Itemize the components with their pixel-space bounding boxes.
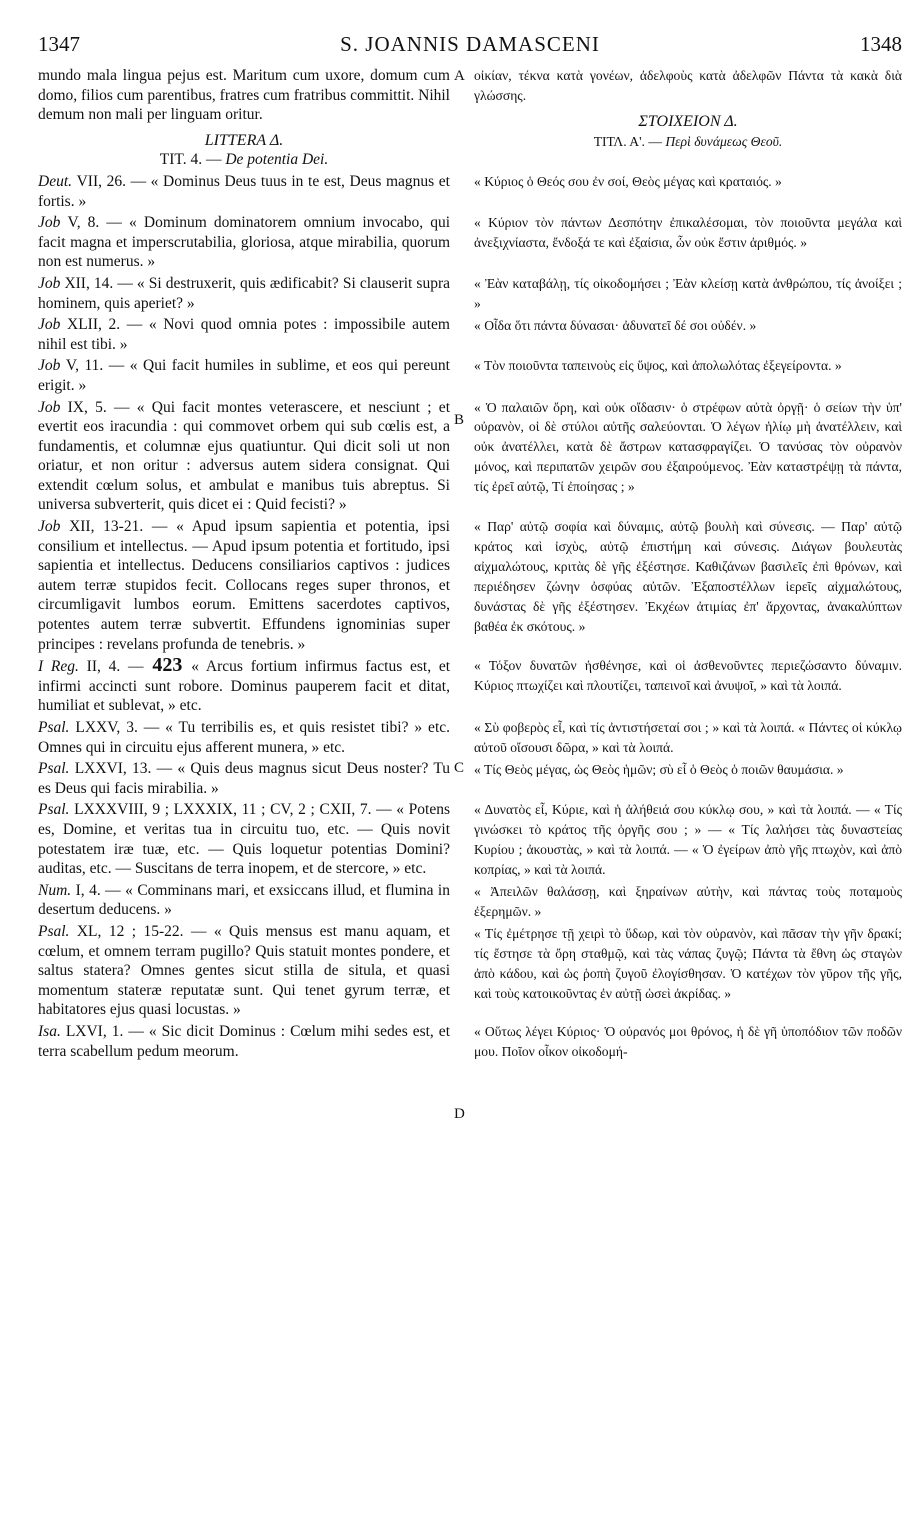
latin-entry xyxy=(38,356,450,395)
page-number-left: 1347 xyxy=(38,32,80,56)
latin-entry-source: Psal. xyxy=(38,719,76,736)
greek-title-text: Περὶ δυνάμεως Θεοῦ. xyxy=(665,133,783,149)
greek-section-title: ΣΤΟΙΧΕΙΟΝ Δ. xyxy=(638,112,738,130)
latin-entry-source: Num. xyxy=(38,881,76,899)
greek-entry: « Ὁ παλαιῶν ὄρη, καὶ οὐκ οἴδασιν· ὁ στρέφων αὐτὰ ὀργῇ· ὁ σείων τὴν ὑπ' οὐρανὸν, οἱ δὲ στύλοι αὐτῆς σαλεύονται. Ὁ λέγων ἡλίῳ μὴ ἀνατέλλειν, καὶ οὐκ ἀνατέλλει, κατὰ δὲ ἄστρων κατασφραγίζει. Ὁ τανύσας τὸν οὐρανὸν μόνος, καὶ περιπατῶν χειρῶν σου ἐξαιρούμενος. Ἐὰν καταστρέψῃ τὰ πάντα, τίς ἐρεῖ αὐτῷ, Τί ἐποίησας ; » xyxy=(474,399,902,495)
greek-entry: « Τὸν ποιοῦντα ταπεινοὺς εἰς ὕψος, καὶ ἀπολωλότας ἐξεγείροντα. » xyxy=(474,358,842,374)
latin-entry-text: XLII, 2. — « Novi quod omnia potes : impossibile autem nihil est tibi. » xyxy=(38,316,450,353)
page-header xyxy=(38,32,902,62)
latin-entry xyxy=(38,881,450,920)
latin-entry-text: LXXV, 3. — « Tu terribilis es, et quis resistet tibi? » etc. Omnes qui in circuitu ejus afferent munera, » etc. xyxy=(38,719,450,756)
latin-entry xyxy=(38,922,450,1020)
latin-entry xyxy=(38,800,450,878)
greek-entry: « Κύριος ὁ Θεός σου ἐν σοί, Θεὸς μέγας καὶ κραταιός. » xyxy=(474,173,782,189)
latin-entry-text: XII, 13-21. — « Apud ipsum sapientia et potentia, ipsi consilium et intellectus. — Apud ipsum potentia et fortitudo, ipsi sapientia et intellectus. Deducens consiliarios captivos : judices autem terræ stupidos fecit. Collocans reges super thronos, et circumligavit lumbos eorum. Emittens sacerdotes captivos, potentes autem terræ subvertit. Effundens ignominias super principes : revelans profunda de tenebris. » xyxy=(38,518,450,653)
greek-entry: « Τόξον δυνατῶν ἠσθένησε, καὶ οἱ ἀσθενοῦντες περιεζώσαντο δύναμιν. Κύριος πτωχίζει καὶ πλουτίζει, ταπεινοῖ καὶ ἀνυψοῖ, » καὶ τὰ λοιπά. xyxy=(474,658,902,694)
latin-entry-text: XII, 14. — « Si destruxerit, quis ædificabit? Si clauserit supra hominem, quis aperiet? » xyxy=(38,274,450,312)
latin-entry-source: Job xyxy=(38,316,67,334)
latin-entry-text: XL, 12 ; 15-22. — « Quis mensus est manu aquam, et cœlum, et omnem terram pugillo? Quis statuit montes pondere, et saltus statera? Omnes gentes sicut stilla de situla, et quasi momentum stateræ reputatæ sunt. Qui tenet gyrum terræ, et habitatores ejus quasi locustas. » xyxy=(38,922,450,1019)
greek-entries xyxy=(474,172,902,1062)
latin-section-title: LITTERA Δ. xyxy=(204,131,284,149)
latin-entry-text: V, 11. — « Qui facit humiles in sublime, et eos qui pereunt erigit. » xyxy=(38,357,450,394)
latin-entry-text: II, 4. — xyxy=(86,658,144,676)
latin-entry-source: Job xyxy=(38,357,66,375)
latin-entry xyxy=(38,315,450,354)
column-number: 423 xyxy=(143,654,192,677)
latin-entry xyxy=(38,656,450,716)
latin-entry xyxy=(38,398,450,516)
latin-entry-source: Job xyxy=(38,518,70,536)
greek-entry: « Τίς ἐμέτρησε τῇ χειρὶ τὸ ὕδωρ, καὶ τὸν οὐρανὸν, καὶ πᾶσαν τὴν γῆν δρακί; τίς ἔστησε τὰ ὄρη σταθμῷ, καὶ τὰς νάπας ζυγῷ; Πάντα τὰ ἔθνη ὡς σταγὼν ἀπὸ κάδου, καὶ ὡς ῥοπὴ ζυγοῦ ἐλογίσθησαν. Ὁ κατέχων τὸν γῦρον τῆς γῆς, καὶ τοὺς κατοικοῦντας ἐν αὐτῇ ὡσεὶ ἀκρίδας. » xyxy=(474,925,902,1001)
margin-letters xyxy=(452,66,474,1540)
latin-entry-source: I Reg. xyxy=(38,658,87,676)
greek-entry: « Κύριον τὸν πάντων Δεσπότην ἐπικαλέσομαι, τὸν ποιοῦντα μεγάλα καὶ ἀνεξιχνίαστα, ἔνδοξά τε καὶ ἐξαίσια, ὧν οὐκ ἔστιν ἀριθμός. » xyxy=(474,215,902,251)
latin-entry xyxy=(38,718,450,757)
latin-entry-source: Psal. xyxy=(38,760,75,778)
latin-column xyxy=(38,66,450,1536)
greek-entry: « Ἀπειλῶν θαλάσσῃ, καὶ ξηραίνων αὐτὴν, καὶ πάντας τοὺς ποταμοὺς ἐξερημῶν. » xyxy=(474,884,902,919)
latin-entries xyxy=(38,172,450,1061)
latin-title-label: TIT. 4. — xyxy=(159,151,222,169)
latin-entry xyxy=(38,517,450,654)
latin-entry-text: VII, 26. — « Dominus Deus tuus in te est, Deus magnus et fortis. » xyxy=(38,172,450,210)
latin-entry-source: Psal. xyxy=(38,922,77,940)
latin-entry-source: Psal. xyxy=(38,801,75,819)
latin-entry-source: Isa. xyxy=(38,1022,66,1040)
greek-entry: « Οἶδα ὅτι πάντα δύνασαι· ἀδυνατεῖ δέ σοι οὐδέν. » xyxy=(474,317,757,333)
greek-title-label: ΤΙΤΛ. Α'. — xyxy=(593,133,662,149)
latin-entry xyxy=(38,172,450,211)
latin-entry-text: I, 4. — « Comminans mari, et exsiccans illud, et flumina in desertum deducens. » xyxy=(38,881,450,919)
latin-entry xyxy=(38,213,450,272)
latin-entry-text: LXXVI, 13. — « Quis deus magnus sicut Deus noster? Tu es Deus qui facis mirabilia. » xyxy=(38,760,450,797)
greek-entry: « Δυνατὸς εἶ, Κύριε, καὶ ἡ ἀλήθειά σου κύκλῳ σου, » καὶ τὰ λοιπά. — « Τίς γινώσκει τὸ κράτος τῆς ὀργῆς σου ; » — « Τίς λαλήσει τὰς δυναστείας Κυρίου ; ἀκουστὰς, » καὶ τὰ λοιπά. — « Ὁ ἐγείρων ἀπὸ γῆς πτωχὸν, καὶ ἀπὸ κοπρίας, » καὶ τὰ λοιπά. xyxy=(474,802,902,878)
running-title: S. JOANNIS DAMASCENI xyxy=(340,32,600,56)
latin-entry xyxy=(38,759,450,798)
greek-entry: « Οὕτως λέγει Κύριος· Ὁ οὐρανός μοι θρόνος, ἡ δὲ γῆ ὑποπόδιον τῶν ποδῶν μου. Ποῖον οἶκον οἰκοδομή- xyxy=(474,1023,902,1059)
greek-opening: οἰκίαν, τέκνα κατὰ γονέων, ἀδελφοὺς κατὰ ἀδελφῶν Πάντα τὰ κακὰ διὰ γλώσσης. xyxy=(474,68,902,103)
latin-opening: mundo mala lingua pejus est. Maritum cum uxore, domum cum domo, filios cum parentibus, fratres cum fratribus committit. Nihil demum non mali per linguam oritur. xyxy=(38,67,450,124)
latin-entry-source: Job xyxy=(38,214,68,232)
margin-letter-d: D xyxy=(454,1106,465,1122)
greek-column xyxy=(474,66,902,1536)
latin-entry-text: V, 8. — « Dominum dominatorem omnium invocabo, qui facit magna et imperscrutabilia, gloriosa, atque mirabilia, quorum non est numerus. » xyxy=(38,214,450,271)
page-number-right: 1348 xyxy=(860,32,902,56)
latin-entry xyxy=(38,1022,450,1061)
latin-entry-source: Job xyxy=(38,398,68,416)
margin-letter-b: B xyxy=(454,412,465,428)
greek-entry: « Ἐὰν καταβάλῃ, τίς οἰκοδομήσει ; Ἐὰν κλείσῃ κατὰ ἀνθρώπου, τίς ἀνοίξει ; » xyxy=(474,275,902,311)
margin-letter-c: C xyxy=(454,760,465,776)
latin-entry-text: LXVI, 1. — « Sic dicit Dominus : Cœlum mihi sedes est, et terra scabellum pedum meorum. xyxy=(38,1022,450,1060)
latin-entry-source: Deut. xyxy=(38,172,77,190)
latin-entry-text: LXXXVIII, 9 ; LXXXIX, 11 ; CV, 2 ; CXII, 7. — « Potens es, Domine, et veritas tua in circuitu tuo, etc. — Quis novit potestatem iræ tuæ, etc. — Quis loquetur potentias Domini? auditas, etc. — Suscitans de terra inopem, et de stercore, » etc. xyxy=(38,801,450,878)
latin-title-text: De potentia Dei. xyxy=(225,151,329,169)
latin-entry xyxy=(38,274,450,313)
greek-entry: « Παρ' αὐτῷ σοφία καὶ δύναμις, αὐτῷ βουλὴ καὶ σύνεσις. — Παρ' αὐτῷ κράτος καὶ ἰσχὺς, αὐτῷ ἐπιστήμη καὶ σύνεσις. Διάγων βουλευτὰς αἰχμαλώτους, κριτὰς δὲ γῆς ἐξέστησε. Καθιζάνων βασιλεῖς ἐπὶ θρόνων, καὶ περιέδησεν ζώνην ὀσφύας αὐτῶν. Ἐξαποστέλλων ἱερεῖς αἰχμαλώτους, δυνάστας δὲ γῆς ἐξέστησεν. Ἐκχέων ἀτιμίας ἐπ' ἄρχοντας, ἀνακαλύπτων βαθέα ἐκ σκότους. » xyxy=(474,519,902,634)
latin-entry-source: Job xyxy=(38,274,65,292)
latin-entry-text: IX, 5. — « Qui facit montes veterascere, et nesciunt ; et evertit eos iracundia : qui commovet orbem qui sub cœlis est, a fundamentis, et columnæ ejus quatiuntur. Qui dicit soli ut non oriatur, et non oritur : adversus autem sidera consignat. Qui extendit cœlum solus, et ambulat e manibus tuis abreptus. Si universa subverterit, quis dicet ei : Quid fecisti? » xyxy=(38,398,450,514)
latin-entry-text: « Arcus fortium infirmus factus est, et infirmi accincti sunt robore. Dominus pauperem facit et ditat, humiliat et sublevat, » etc. xyxy=(38,658,450,715)
greek-title-heading xyxy=(474,132,902,152)
greek-entry: « Σὺ φοβερὸς εἶ, καὶ τίς ἀντιστήσεταί σοι ; » καὶ τὰ λοιπά. « Πάντες οἱ κύκλῳ αὐτοῦ οἴσουσι δῶρα, » καὶ τὰ λοιπά. xyxy=(474,720,902,755)
latin-title-heading xyxy=(38,150,450,170)
margin-letter-a: A xyxy=(454,68,465,84)
greek-entry: « Τίς Θεὸς μέγας, ὡς Θεὸς ἡμῶν; σὺ εἶ ὁ Θεὸς ὁ ποιῶν θαυμάσια. » xyxy=(474,761,844,777)
